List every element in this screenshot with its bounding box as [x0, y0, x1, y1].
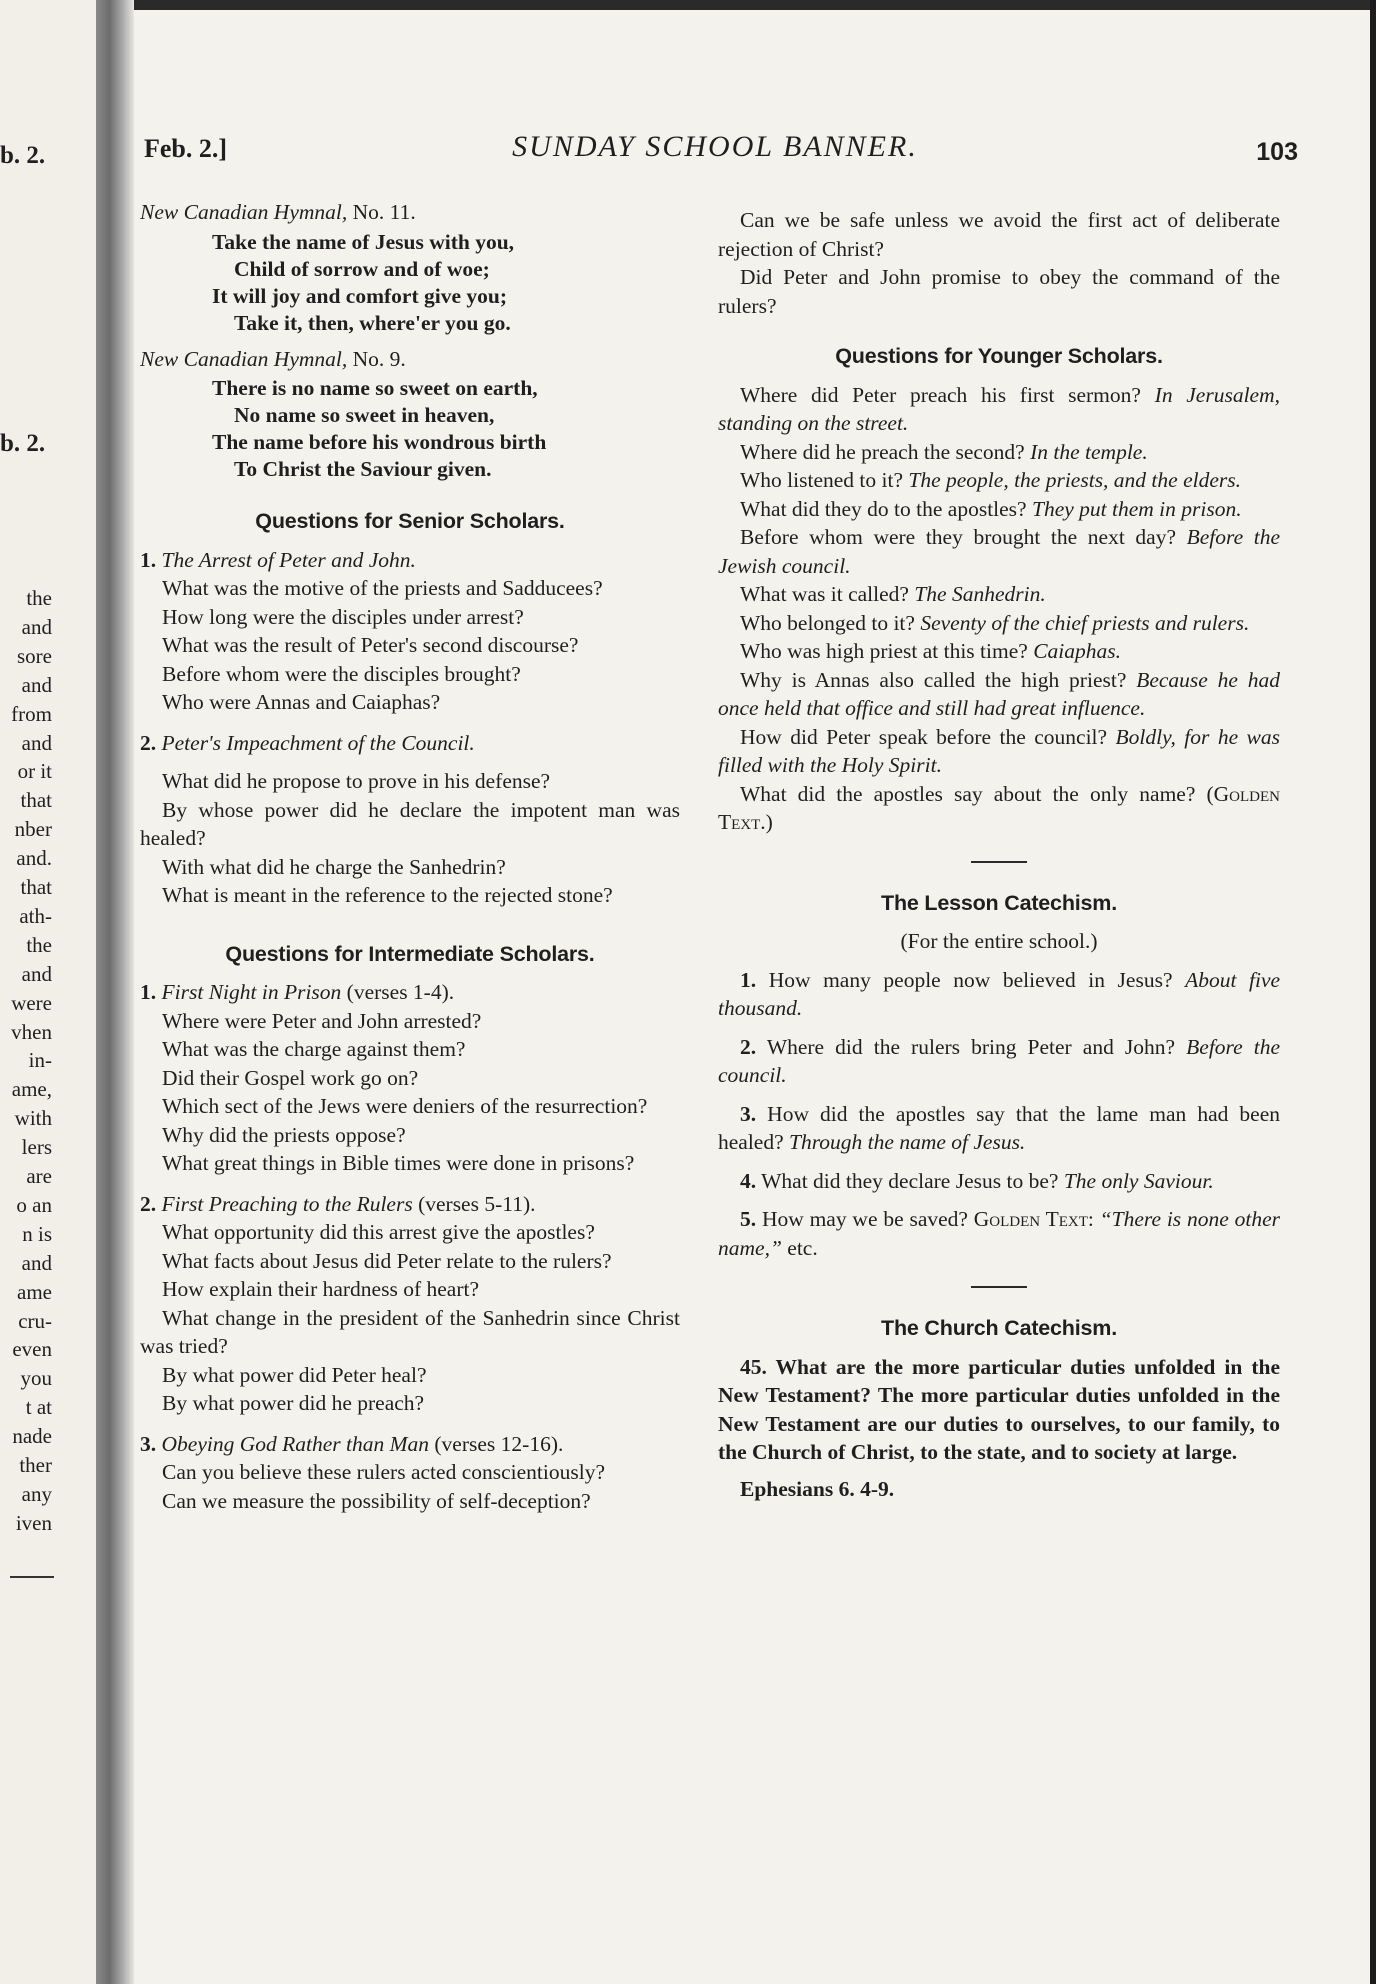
question-text: Who was high priest at this time? [740, 639, 1028, 663]
answer-text: Seventy of the chief priests and rulers. [920, 610, 1250, 635]
lesson-catechism-item [718, 1033, 1280, 1090]
question: What facts about Jesus did Peter relate to the rulers? [162, 1248, 612, 1273]
question: What great things in Bible times were done in prisons? [162, 1151, 635, 1175]
question: Can we be safe unless we avoid the first act of deliberate rejection of Christ? [718, 208, 1280, 261]
question-text: How did Peter speak before the council? [740, 724, 1108, 749]
answer-text: The Sanhedrin. [914, 582, 1046, 606]
younger-question [718, 466, 1280, 495]
item-number: 4. [740, 1168, 757, 1193]
facing-page-fragment-text: iven [15, 1510, 52, 1535]
answer-text: The only Saviour. [1063, 1168, 1214, 1193]
younger-question [718, 723, 1280, 780]
hymn-1-verse [212, 229, 680, 337]
continued-questions [718, 206, 1280, 320]
question: Can you believe these rulers acted conscientiously? [162, 1460, 605, 1484]
hymn-1-source: New Canadian Hymnal, No. 11. [140, 200, 416, 224]
intermediate-part-3-title: 3. Obeying God Rather than Man (verses 12-16). [140, 1431, 564, 1456]
hymn-line: Take the name of Jesus with you, [212, 229, 515, 254]
section-divider-1 [971, 861, 1027, 863]
answer-text: Before the council. [718, 1034, 1280, 1087]
running-head-date: Feb. 2.] [144, 134, 228, 163]
answer-text: About five thousand. [718, 967, 1281, 1020]
intermediate-part-1-questions [140, 1007, 680, 1178]
answer-text: The people, the priests, and the elders. [908, 468, 1241, 492]
facing-page-fragment-text: or it [17, 759, 52, 784]
facing-page-fragment-text: cru- [18, 1308, 52, 1333]
question-text: What did they declare Jesus to be? [761, 1168, 1059, 1193]
younger-question [718, 637, 1280, 666]
question: How explain their hardness of heart? [162, 1277, 480, 1301]
hymn-line: It will joy and comfort give you; [212, 283, 507, 308]
facing-page-fragment-text: were [11, 990, 52, 1015]
younger-scholars-questions [718, 381, 1280, 780]
facing-page-fragment-text: ther [19, 1453, 52, 1477]
facing-page-fragment-text: ame [17, 1279, 52, 1304]
facing-page-fragment-text: o an [16, 1192, 52, 1217]
facing-page-fragment-text: the [26, 932, 52, 957]
answer-text: Before the Jewish council. [718, 525, 1281, 578]
question: What did he propose to prove in his defense? [162, 769, 551, 793]
hymn-line: Take it, then, where'er you go. [234, 310, 511, 335]
answer-text: In the temple. [1030, 439, 1148, 464]
senior-scholars-heading: Questions for Senior Scholars. [255, 509, 565, 533]
question-text: Who belonged to it? [740, 610, 915, 635]
facing-page-header-2: b. 2. [0, 430, 46, 457]
question: What change in the president of the Sanhedrin since Christ was tried? [140, 1305, 680, 1358]
intermediate-part-2-title: 2. First Preaching to the Rulers (verses 5-11). [140, 1191, 536, 1216]
facing-page-fragment-text: and [21, 614, 52, 639]
younger-question [718, 495, 1280, 524]
church-catechism-reference: Ephesians 6. 4-9. [740, 1476, 895, 1501]
younger-last-question: What did the apostles say about the only name? (Golden Text.) [718, 781, 1280, 834]
question: By what power did Peter heal? [162, 1362, 427, 1387]
facing-page-fragment-text: and [21, 1250, 52, 1275]
facing-page-fragment-text: ame, [11, 1077, 52, 1102]
question-text: Who listened to it? [740, 468, 904, 492]
scan-right-border [1370, 0, 1376, 1984]
lesson-catechism-item [718, 1100, 1280, 1157]
senior-part-1-questions [140, 574, 680, 717]
question: What was the result of Peter's second discourse? [162, 633, 579, 657]
question: Who were Annas and Caiaphas? [162, 690, 441, 714]
senior-part-1-title: 1. The Arrest of Peter and John. [140, 547, 416, 572]
facing-page-fragment-text: vhen [11, 1019, 52, 1044]
facing-page-fragment-text: n is [22, 1221, 52, 1246]
facing-page-fragment-text: from [11, 701, 52, 726]
facing-page-fragment-text: ath- [19, 903, 52, 928]
facing-page-fragment-text: and. [16, 846, 52, 871]
question-text: Where did the rulers bring Peter and John? [766, 1034, 1176, 1059]
lesson-catechism-item-5: 5. How may we be saved? Golden Text: “There is none other name,” etc. [718, 1207, 1280, 1260]
facing-page-fragment-text: are [26, 1164, 52, 1188]
facing-page-fragment-text: even [12, 1337, 52, 1362]
question: Before whom were the disciples brought? [162, 661, 521, 686]
question-text: What was it called? [740, 582, 909, 606]
facing-page-header: b. 2. [0, 142, 46, 169]
facing-page-fragment-text: and [21, 672, 52, 697]
question: What was the charge against them? [162, 1037, 466, 1061]
question: Did Peter and John promise to obey the command of the rulers? [718, 265, 1280, 318]
question: By whose power did he declare the impotent man was healed? [140, 797, 680, 850]
facing-page-fragment-text: the [26, 586, 52, 610]
answer-text: They put them in prison. [1031, 496, 1242, 521]
question: What is meant in the reference to the rejected stone? [162, 883, 613, 907]
facing-page-fragment-text: that [20, 788, 52, 813]
item-number: 3. [740, 1101, 757, 1126]
hymn-line: No name so sweet in heaven, [234, 403, 495, 427]
running-head [140, 130, 1298, 170]
younger-question [718, 609, 1280, 638]
intermediate-part-2-questions [140, 1218, 680, 1418]
facing-page-fragment-text: nade [12, 1424, 52, 1449]
younger-question [718, 523, 1280, 580]
question-text: What did they do to the apostles? [740, 496, 1027, 521]
question-text: Before whom were they brought the next day? [740, 525, 1177, 549]
answer-text: Boldly, for he was filled with the Holy Spirit. [718, 724, 1281, 777]
hymn-line: There is no name so sweet on earth, [212, 376, 538, 400]
facing-page-fragment-text: in- [28, 1048, 52, 1073]
younger-question [718, 438, 1280, 467]
answer-text: Caiaphas. [1033, 639, 1121, 663]
right-column [718, 206, 1280, 1503]
facing-page-fragment-text: t at [25, 1395, 52, 1420]
question-text: Where did Peter preach his first sermon? [740, 382, 1141, 407]
intermediate-part-3-questions [140, 1458, 680, 1515]
facing-page-fragment-text: you [20, 1366, 52, 1391]
lesson-catechism-item [718, 966, 1280, 1023]
lesson-catechism-subtitle: (For the entire school.) [900, 929, 1098, 953]
lesson-catechism-items [718, 966, 1280, 1196]
younger-question [718, 381, 1280, 438]
senior-part-2-questions [140, 767, 680, 910]
answer-text: In Jerusalem, standing on the street. [718, 382, 1280, 435]
question: Did their Gospel work go on? [162, 1065, 419, 1090]
hymn-line: The name before his wondrous birth [212, 430, 547, 454]
question: Which sect of the Jews were deniers of the resurrection? [162, 1094, 648, 1118]
hymn-line: Child of sorrow and of woe; [234, 256, 490, 281]
running-head-title: SUNDAY SCHOOL BANNER. [512, 130, 918, 163]
younger-question [718, 580, 1280, 609]
question-text: How many people now believed in Jesus? [768, 967, 1173, 992]
younger-question [718, 666, 1280, 723]
younger-scholars-heading: Questions for Younger Scholars. [835, 344, 1163, 368]
question-text: Where did he preach the second? [740, 439, 1025, 464]
answer-text: Through the name of Jesus. [789, 1130, 1026, 1154]
church-catechism-heading: The Church Catechism. [881, 1316, 1117, 1340]
facing-page-fragment [0, 0, 104, 1984]
item-number: 2. [740, 1034, 757, 1059]
church-catechism-answer: 45. What are the more particular duties unfolded in the New Testament? The more particular duties unfolded in the New Testament are our duties to ourselves, to our family, to the Church of Christ, to the state, and to society at large. [718, 1354, 1280, 1464]
item-number: 1. [740, 967, 757, 992]
question: Can we measure the possibility of self-deception? [162, 1488, 591, 1513]
hymn-line: To Christ the Saviour given. [234, 457, 492, 481]
question: By what power did he preach? [162, 1391, 425, 1415]
scan-top-border [0, 0, 1376, 10]
intermediate-part-1-title: 1. First Night in Prison (verses 1-4). [140, 980, 455, 1004]
facing-page-fragment-text: that [20, 875, 52, 899]
left-column [140, 198, 680, 1515]
lesson-catechism-item [718, 1167, 1280, 1196]
intermediate-scholars-heading: Questions for Intermediate Scholars. [225, 941, 595, 966]
section-divider-2 [971, 1286, 1027, 1288]
facing-page-fragment-text: with [14, 1106, 52, 1131]
facing-page-fragment-text: and [21, 961, 52, 986]
question: Where were Peter and John arrested? [162, 1008, 482, 1033]
facing-page-fragment-text: any [21, 1481, 52, 1506]
question-text: Why is Annas also called the high priest? [740, 667, 1127, 692]
facing-page-fragment-text: sore [17, 643, 52, 668]
senior-part-2-title: 2. Peter's Impeachment of the Council. [140, 730, 475, 755]
page-number: 103 [1256, 138, 1298, 166]
facing-page-fragment-text: lers [21, 1135, 52, 1160]
hymn-2-verse [212, 375, 680, 483]
hymn-2-source: New Canadian Hymnal, No. 9. [140, 346, 406, 371]
question: What opportunity did this arrest give the apostles? [162, 1220, 595, 1244]
question: With what did he charge the Sanhedrin? [162, 854, 506, 879]
question-text: How did the apostles say that the lame man had been healed? [718, 1101, 1280, 1154]
question: How long were the disciples under arrest? [162, 604, 524, 629]
answer-text: Because he had once held that office and still had great influence. [718, 667, 1281, 720]
facing-page-rule [10, 1576, 54, 1578]
question: Why did the priests oppose? [162, 1122, 406, 1147]
book-gutter-shadow [96, 0, 134, 1984]
lesson-catechism-heading: The Lesson Catechism. [881, 890, 1117, 915]
facing-page-fragment-text: and [21, 730, 52, 755]
question: What was the motive of the priests and Sadducees? [162, 576, 603, 600]
facing-page-fragment-text: nber [14, 817, 52, 842]
